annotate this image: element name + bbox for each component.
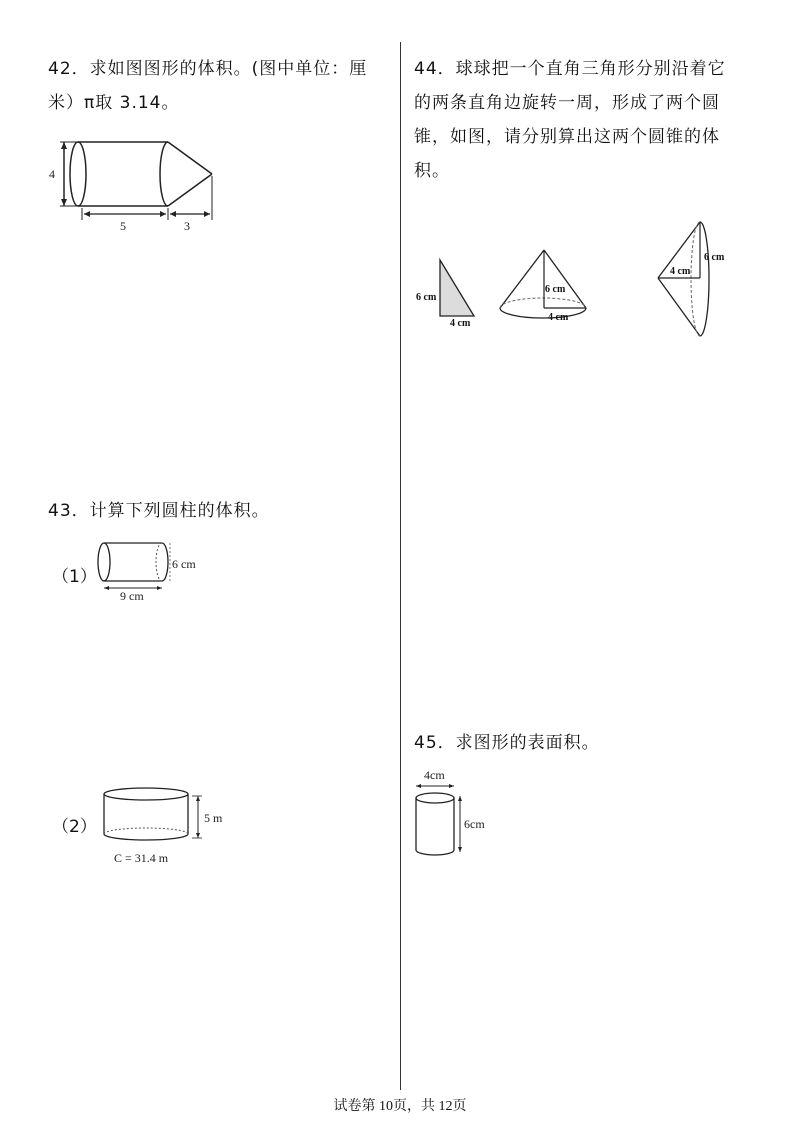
q43-cyl1-left-end	[98, 543, 110, 581]
q44-triangle	[440, 260, 474, 316]
q42-cone-length-label: 3	[184, 219, 190, 233]
page-footer: 试卷第 10页，共 12页	[333, 1099, 467, 1114]
q45-figure	[408, 766, 518, 866]
q44-cone1-height-label: 6 cm	[545, 284, 566, 295]
q44-figure	[414, 212, 734, 352]
q43-part1-figure	[92, 538, 212, 604]
q43-cyl1-diameter-label: 6 cm	[172, 557, 196, 571]
q44-cone1-radius-label: 4 cm	[548, 312, 569, 323]
question-44-line2: 的两条直角边旋转一周，形成了两个圆	[414, 93, 720, 113]
q43-cyl2-bottom	[104, 834, 188, 840]
question-42-line1: 42．求如图图形的体积。(图中单位：厘	[48, 59, 368, 79]
question-44-line3: 锥，如图，请分别算出这两个圆锥的体	[414, 127, 720, 147]
question-44	[414, 52, 759, 188]
q44-triangle-base-label: 4 cm	[450, 318, 471, 329]
question-42-line2: 米）π取 3.14。	[48, 93, 180, 113]
q42-cyl-length-label: 5	[120, 219, 126, 233]
q42-cylinder-left-end	[70, 142, 86, 206]
q44-cone2-height-label: 6 cm	[704, 252, 725, 263]
q45-cylinder-top	[416, 793, 454, 803]
q45-height-label: 6cm	[464, 817, 485, 831]
q44-triangle-height-label: 6 cm	[416, 292, 437, 303]
q45-diameter-label: 4cm	[424, 768, 445, 782]
q42-height-label: 4	[49, 167, 55, 181]
q42-cone	[168, 142, 212, 174]
q43-part2-label: （2）	[52, 817, 97, 837]
q43-cyl2-circ-label: C = 31.4 m	[114, 851, 169, 865]
q43-cyl1-right-end	[162, 543, 168, 581]
question-43-title: 43．计算下列圆柱的体积。	[48, 501, 270, 521]
q42-cylinder-right-end	[160, 142, 168, 206]
question-44-line1: 44．球球把一个直角三角形分别沿着它	[414, 59, 726, 79]
q42-figure	[46, 130, 226, 234]
question-42	[48, 52, 393, 120]
q43-part2-figure	[100, 782, 240, 872]
question-45-title: 45．求图形的表面积。	[414, 733, 600, 753]
question-44-line4: 积。	[414, 161, 450, 181]
q43-cyl2-top	[104, 788, 188, 800]
column-divider	[400, 42, 401, 1090]
q43-cyl2-height-label: 5 m	[204, 811, 223, 825]
q44-cone1	[500, 250, 544, 308]
q44-cone2-radius-label: 4 cm	[670, 266, 691, 277]
q45-cylinder-bottom	[416, 850, 454, 855]
q43-part1-label: （1）	[52, 567, 97, 587]
q43-cyl1-length-label: 9 cm	[120, 589, 144, 603]
